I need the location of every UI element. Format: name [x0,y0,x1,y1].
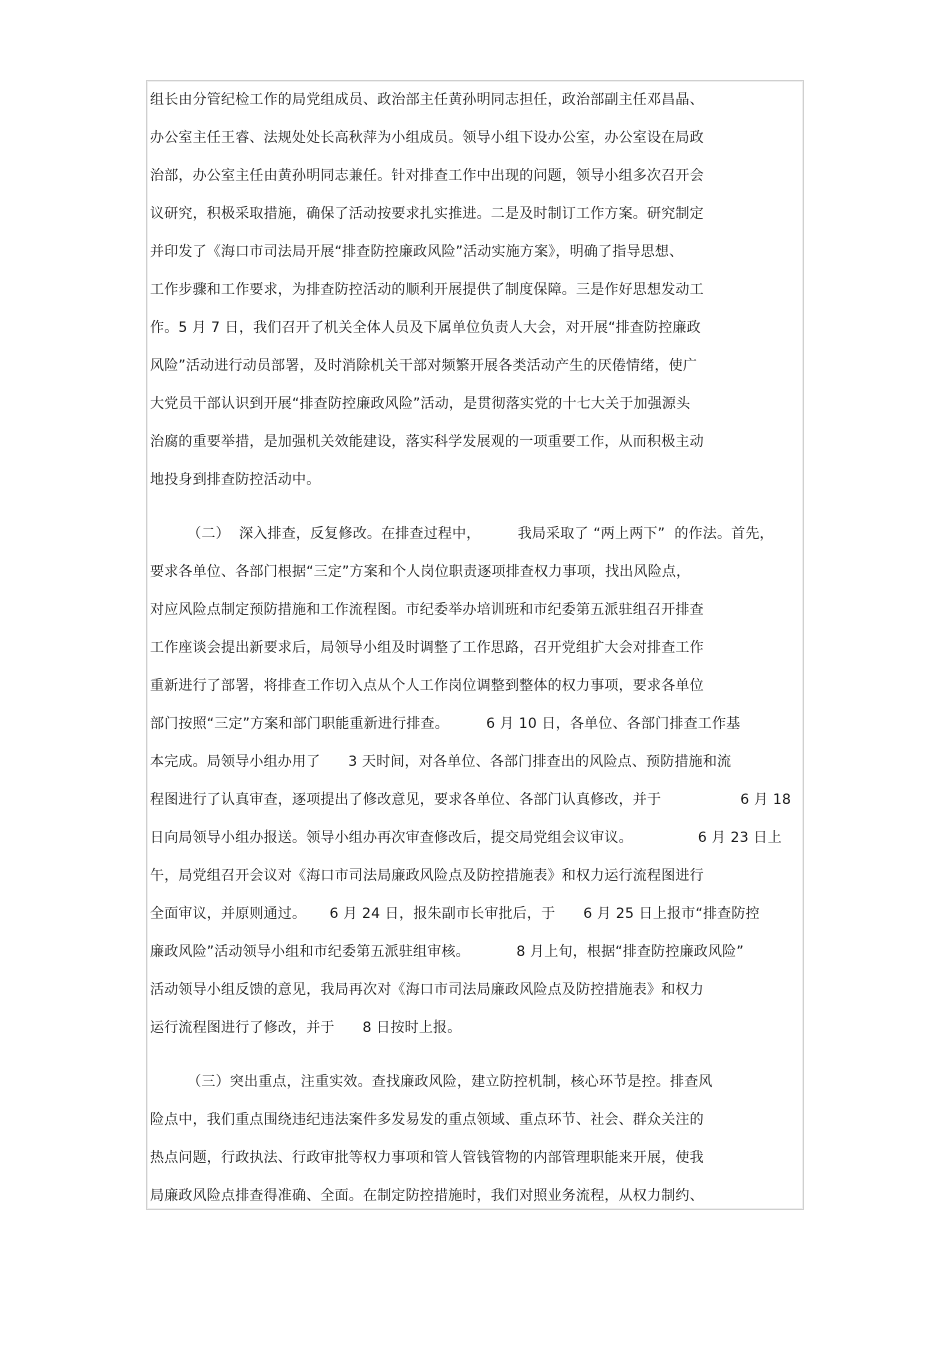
text-line: 大党员干部认识到开展“排查防控廉政风险”活动，是贯彻落实党的十七大关于加强源头 [150,396,691,412]
text-line: 要求各单位、各部门根据“三定”方案和个人岗位职责逐项排查权力事项，找出风险点， [150,564,691,580]
text-line: 重新进行了部署，将排查工作切入点从个人工作岗位调整到整体的权力事项，要求各单位 [150,678,704,694]
text-line: 险点中，我们重点围绕违纪违法案件多发易发的重点领域、重点环节、社会、群众关注的 [150,1112,704,1128]
text-line: 地投身到排查防控活动中。 [150,472,321,488]
text-line: 局廉政风险点排查得准确、全面。在制定防控措施时，我们对照业务流程，从权力制约、 [150,1188,704,1204]
text-line: 风险”活动进行动员部署，及时消除机关干部对频繁开展各类活动产生的厌倦情绪，使广 [150,358,698,374]
text-line: 对应风险点制定预防措施和工作流程图。市纪委举办培训班和市纪委第五派驻组召开排查 [150,602,704,618]
text-line: 组长由分管纪检工作的局党组成员、政治部主任黄孙明同志担任，政治部副主任邓昌晶、 [150,92,704,108]
text-line: 热点问题，行政执法、行政审批等权力事项和管人管钱管物的内部管理职能来开展，使我 [150,1150,704,1166]
text-line: 治部，办公室主任由黄孙明同志兼任。针对排查工作中出现的问题，领导小组多次召开会 [150,168,704,184]
text-line: 工作步骤和工作要求，为排查防控活动的顺利开展提供了制度保障。三是作好思想发动工 [150,282,704,298]
text-line: 日向局领导小组办报送。领导小组办再次审查修改后，提交局党组会议审议。 6 月 23 日上 [150,830,782,846]
text-line: 运行流程图进行了修改，并于 8 日按时上报。 [150,1020,462,1036]
text-line: 议研究，积极采取措施，确保了活动按要求扎实推进。二是及时制订工作方案。研究制定 [150,206,704,222]
text-line: 作。5 月 7 日，我们召开了机关全体人员及下属单位负责人大会，对开展“排查防控廉政 [150,320,701,336]
text-line: 活动领导小组反馈的意见，我局再次对《海口市司法局廉政风险点及防控措施表》和权力 [150,982,704,998]
text-line: 全面审议，并原则通过。 6 月 24 日，报朱副市长审批后，于 6 月 25 日上报市“排查防控 [150,906,760,922]
text-line: 午，局党组召开会议对《海口市司法局廉政风险点及防控措施表》和权力运行流程图进行 [150,868,704,884]
text-line: 治腐的重要举措，是加强机关效能建设，落实科学发展观的一项重要工作，从而积极主动 [150,434,704,450]
text-line: 程图进行了认真审查，逐项提出了修改意见，要求各单位、各部门认真修改，并于 6 月 18 [150,792,792,808]
text-line: 办公室主任王睿、法规处处长高秋萍为小组成员。领导小组下设办公室，办公室设在局政 [150,130,704,146]
text-line: （二） 深入排查，反复修改。在排查过程中， 我局采取了 “两上两下” 的作法。首先， [150,526,774,542]
text-line: （三）突出重点，注重实效。查找廉政风险，建立防控机制，核心环节是控。排查风 [150,1074,713,1090]
text-line: 廉政风险”活动领导小组和市纪委第五派驻组审核。 8 月上旬，根据“排查防控廉政风险” [150,944,744,960]
text-line: 工作座谈会提出新要求后，局领导小组及时调整了工作思路，召开党组扩大会对排查工作 [150,640,704,656]
text-line: 并印发了《海口市司法局开展“排查防控廉政风险”活动实施方案》，明确了指导思想、 [150,244,684,260]
text-line: 部门按照“三定”方案和部门职能重新进行排查。 6 月 10 日，各单位、各部门排查工作基 [150,716,741,732]
text-line: 本完成。局领导小组办用了 3 天时间，对各单位、各部门排查出的风险点、预防措施和流 [150,754,732,770]
